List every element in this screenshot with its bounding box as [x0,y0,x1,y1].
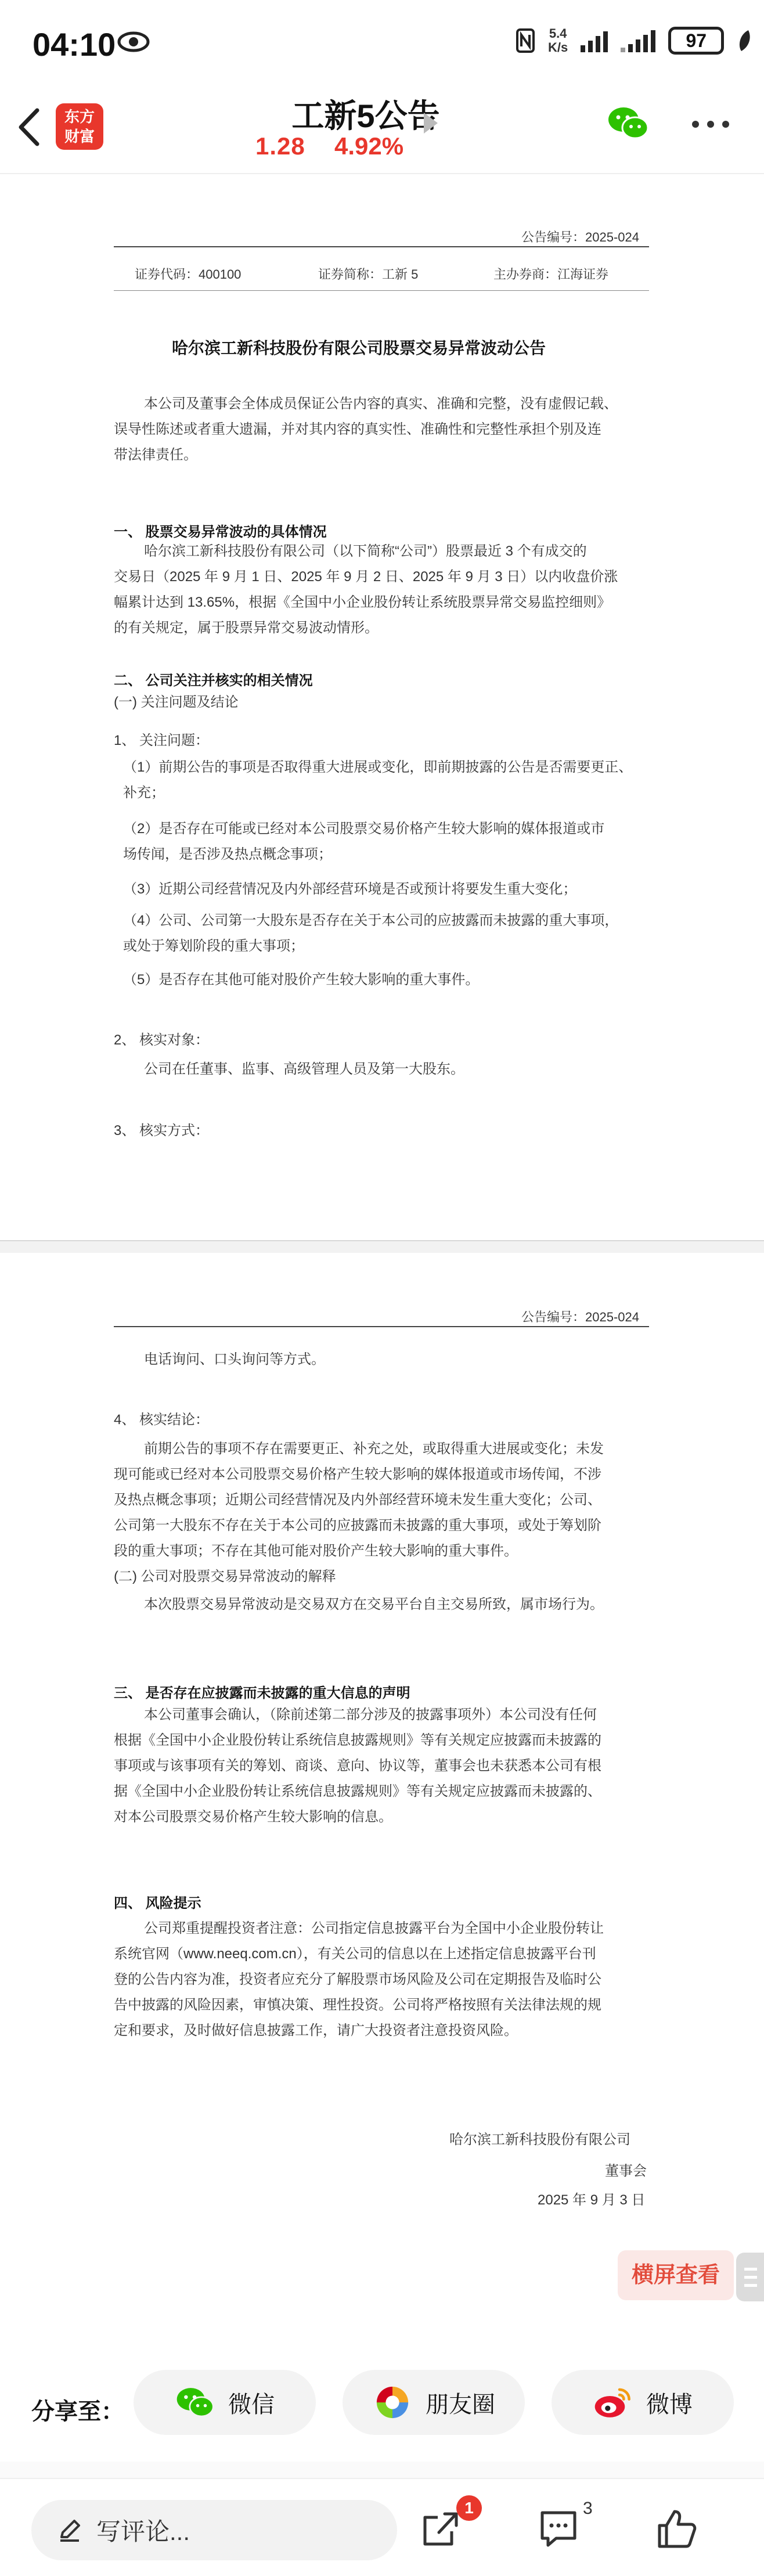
leaf-icon [737,29,752,52]
conclusion-line: 现可能或已经对本公司股票交易价格产生较大影响的媒体报道或市场传闻，不涉 [114,1467,601,1482]
section-3-line: 对本公司股票交易价格产生较大影响的信息。 [114,1809,392,1825]
meta-rule [114,290,649,291]
section-4-title: 四、 风险提示 [114,1896,201,1911]
section-3-title: 三、 是否存在应披露而未披露的重大信息的声明 [114,1685,410,1701]
section-3-line: 事项或与该事项有关的筹划、商谈、意向、协议等，董事会也未获悉本公司有根 [114,1758,601,1774]
question-line: （5）是否存在其他可能对股价产生较大影响的重大事件。 [123,972,480,988]
comment-placeholder: 写评论... [96,2518,190,2545]
explain-text: 本次股票交易异常波动是交易双方在交易平台自主交易所致，属市场行为。 [144,1597,604,1612]
item-2-title: 2、 核实对象： [114,1032,210,1048]
share-moments-label: 朋友圈 [426,2391,495,2418]
section-2-title: 二、 公司关注并核实的相关情况 [114,673,313,689]
nfc-icon [516,28,535,53]
expand-arrow-icon[interactable] [424,113,438,134]
method-text: 电话询问、口头询问等方式。 [144,1352,325,1367]
wechat-icon [175,2384,215,2420]
section-1-line: 哈尔滨工新科技股份有限公司（以下简称“公司”）股票最近 3 个有成交的 [144,543,587,559]
stock-price: 1.28 [255,132,305,160]
conclusion-line: 段的重大事项；不存在其他可能对股价产生较大影响的重大事件。 [114,1543,518,1559]
side-drawer-handle[interactable] [736,2253,764,2301]
back-arrow-icon[interactable] [16,107,42,147]
item-2-body: 公司在任董事、监事、高级管理人员及第一大股东。 [144,1061,464,1077]
share-badge: 1 [456,2495,482,2521]
section-1-line: 的有关规定，属于股票异常交易波动情形。 [114,620,379,636]
item-1-title: 1、 关注问题： [114,733,210,748]
section-4-line: 定和要求，及时做好信息披露工作，请广大投资者注意投资风险。 [114,2023,518,2038]
header-rule [114,1326,649,1327]
security-code: 证券代码：400100 [135,267,242,282]
section-3-line: 本公司董事会确认，（除前述第二部分涉及的披露事项外）本公司没有任何 [144,1707,597,1723]
question-line: （2）是否存在可能或已经对本公司股票交易价格产生较大影响的媒体报道或市 [123,821,605,837]
question-line: 补充； [123,785,165,801]
share-weibo-button[interactable] [552,2370,734,2435]
weibo-icon [593,2384,633,2420]
section-3-line: 根据《全国中小企业股份转让系统信息披露规则》等有关规定应披露而未披露的 [114,1732,601,1748]
subsection-2-title: (二) 公司对股票交易异常波动的解释 [114,1569,336,1584]
battery-indicator: 97 [668,27,724,55]
item-4-title: 4、 核实结论： [114,1412,210,1428]
conclusion-line: 公司第一大股东不存在关于本公司的应披露而未披露的重大事项，或处于筹划阶 [114,1518,601,1533]
question-line: （1）前期公告的事项是否取得重大进展或变化，即前期披露的公告是否需要更正、 [123,759,633,775]
subsection-1-title: (一) 关注问题及结论 [114,694,239,710]
eastmoney-logo[interactable]: 东方 财富 [56,103,103,150]
section-1-line: 幅累计达到 13.65%，根据《全国中小企业股份转让系统股票异常交易监控细则》 [114,595,611,610]
wechat-share-icon[interactable] [606,105,650,142]
content-below-fold [0,2462,764,2478]
share-wechat-button[interactable] [134,2370,316,2435]
eye-comfort-icon [117,30,150,53]
status-bar [0,0,764,93]
like-thumb-icon[interactable] [654,2506,700,2552]
question-line: 或处于筹划阶段的重大事项； [123,938,304,954]
section-4-line: 系统官网（www.neeq.com.cn），有关公司的信息以在上述指定信息披露平台刊 [114,1946,596,1962]
question-line: （4）公司、公司第一大股东是否存在关于本公司的应披露而未披露的重大事项， [123,913,619,928]
landscape-view-button[interactable]: 横屏查看 [618,2250,734,2300]
share-wechat-label: 微信 [228,2391,275,2418]
signature-date: 2025 年 9 月 3 日 [538,2192,646,2208]
share-label: 分享至： [31,2399,124,2424]
security-abbr: 证券简称：工新 5 [318,267,419,282]
section-1-line: 交易日（2025 年 9 月 1 日、2025 年 9 月 2 日、2025 年 9 月 3 日）以内收盘价涨 [114,569,618,585]
status-icons [516,27,752,55]
question-line: （3）近期公司经营情况及内外部经营环境是否或预计将要发生重大变化； [123,881,577,897]
conclusion-line: 前期公告的事项不存在需要更正、补充之处，或取得重大进展或变化；未发 [144,1441,604,1457]
question-line: 场传闻，是否涉及热点概念事项； [123,846,332,862]
document-title: 哈尔滨工新科技股份有限公司股票交易异常波动公告 [172,339,546,357]
conclusion-line: 及热点概念事项；近期公司经营情况及内外部经营环境未发生重大变化；公司、 [114,1492,601,1508]
more-menu-icon[interactable] [692,121,729,128]
stock-change: 4.92% [334,132,404,160]
signal-2-icon [621,29,655,52]
intro-line: 误导性陈述或者重大遗漏，并对其内容的真实性、准确性和完整性承担个别及连 [114,421,601,437]
pencil-icon [57,2517,82,2543]
section-1-title: 一、 股票交易异常波动的具体情况 [114,524,327,540]
signature-company: 哈尔滨工新科技股份有限公司 [449,2132,630,2148]
item-3-title: 3、 核实方式： [114,1123,210,1139]
header-rule [114,246,649,247]
section-4-line: 公司郑重提醒投资者注意：公司指定信息披露平台为全国中小企业股份转让 [144,1921,604,1936]
net-speed: 5.4 K/s [548,26,568,55]
share-moments-button[interactable] [343,2370,525,2435]
page-break [0,1241,764,1253]
comment-count: 3 [583,2499,593,2518]
stock-title: 工新5公告 [291,98,440,134]
section-3-line: 据《全国中小企业股份转让系统信息披露规则》等有关规定应披露而未披露的、 [114,1784,601,1799]
signature-board: 董事会 [605,2163,647,2179]
section-4-line: 告中披露的风险因素，审慎决策、理性投资。公司将严格按照有关法律法规的规 [114,1997,601,2013]
lead-broker: 主办券商：江海证券 [493,267,609,282]
share-weibo-label: 微博 [646,2391,693,2418]
signal-1-icon [581,29,608,52]
comment-input[interactable] [31,2500,397,2560]
intro-line: 带法律责任。 [114,447,197,463]
intro-line: 本公司及董事会全体成员保证公告内容的真实、准确和完整，没有虚假记载、 [144,396,618,412]
comment-icon[interactable] [536,2506,583,2552]
notice-number: 公告编号：2025-024 [521,1310,639,1324]
section-4-line: 登的公告内容为准，投资者应充分了解股票市场风险及公司在定期报告及临时公 [114,1972,601,1987]
notice-number: 公告编号：2025-024 [521,230,639,244]
header-divider [0,173,764,174]
status-time: 04:10 [33,26,116,63]
moments-icon [372,2384,413,2420]
